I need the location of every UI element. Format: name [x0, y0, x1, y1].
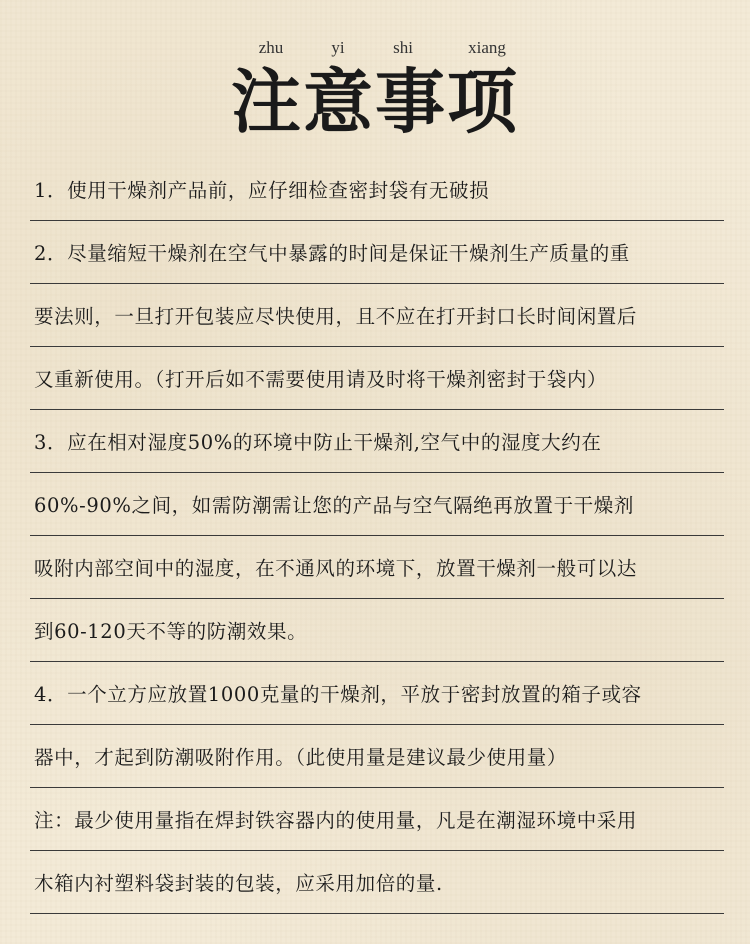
- title-pinyin: [0, 38, 750, 62]
- page-title: 注意事项: [231, 60, 519, 143]
- pinyin-yi: yi: [331, 38, 345, 57]
- notice-line-5: 3．应在相对湿度50%的环境中防止干燥剂,空气中的湿度大约在: [30, 410, 724, 473]
- notice-line-10: 器中，才起到防潮吸附作用。（此使用量是建议最少使用量）: [30, 725, 724, 788]
- notice-line-1: 1．使用干燥剂产品前，应仔细检查密封袋有无破损: [30, 158, 724, 221]
- notice-line-12: 木箱内衬塑料袋封装的包装，应采用加倍的量.: [30, 851, 724, 914]
- notice-line-7: 吸附内部空间中的湿度，在不通风的环境下，放置干燥剂一般可以达: [30, 536, 724, 599]
- notice-line-2: 2．尽量缩短干燥剂在空气中暴露的时间是保证干燥剂生产质量的重: [30, 221, 724, 284]
- pinyin-shi: shi: [393, 38, 413, 57]
- notice-line-3: 要法则，一旦打开包装应尽快使用，且不应在打开封口长时间闲置后: [30, 284, 724, 347]
- notice-line-11: 注：最少使用量指在焊封铁容器内的使用量，凡是在潮湿环境中采用: [30, 788, 724, 851]
- pinyin-zhu: zhu: [258, 38, 284, 57]
- notice-line-9: 4．一个立方应放置1000克量的干燥剂，平放于密封放置的箱子或容: [30, 662, 724, 725]
- notice-list: [30, 158, 724, 914]
- notice-line-4: 又重新使用。（打开后如不需要使用请及时将干燥剂密封于袋内）: [30, 347, 724, 410]
- notice-line-8: 到60-120天不等的防潮效果。: [30, 599, 724, 662]
- notice-line-6: 60%-90%之间，如需防潮需让您的产品与空气隔绝再放置于干燥剂: [30, 473, 724, 536]
- pinyin-xiang: xiang: [468, 38, 506, 57]
